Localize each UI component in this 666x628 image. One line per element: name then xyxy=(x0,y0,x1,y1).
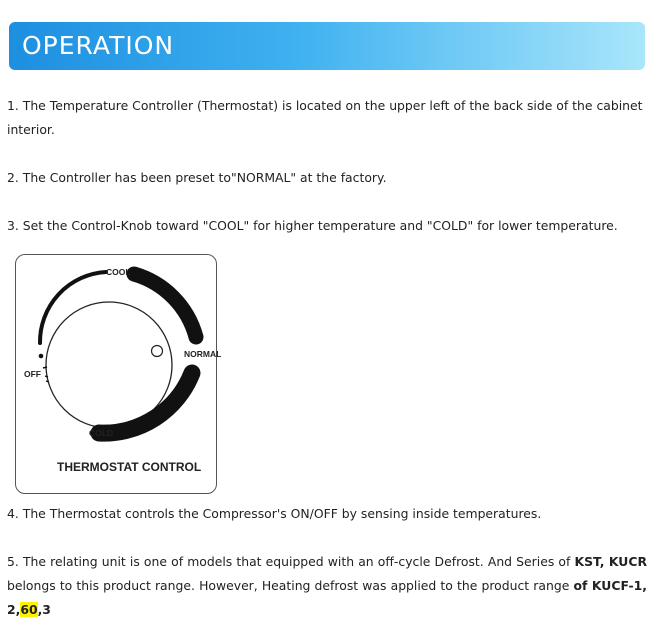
thermostat-control-figure xyxy=(15,254,222,494)
product-range-models: of KUCF-1, 2, xyxy=(7,578,647,617)
cool-scale-arc-thin xyxy=(40,272,106,343)
cold-label: COLD xyxy=(89,428,114,438)
instruction-5-text-b: belongs to this product range. However, Heating defrost was applied to the product range xyxy=(7,578,574,593)
instruction-2: 2. The Controller has been preset to"NORMAL" at the factory. xyxy=(7,170,387,185)
cool-label: COOL xyxy=(106,267,131,277)
thermostat-caption: THERMOSTAT CONTROL xyxy=(57,460,202,474)
instruction-5-text-a: 5. The relating unit is one of models that equipped with an off-cycle Defrost. And Series of xyxy=(7,554,575,569)
instruction-4: 4. The Thermostat controls the Compressor's ON/OFF by sensing inside temperatures. xyxy=(7,506,542,521)
series-names: KST, KUCR xyxy=(574,554,648,569)
section-title: OPERATION xyxy=(22,31,175,60)
instruction-1: 1. The Temperature Controller (Thermostat) is located on the upper left of the back side of the cabinet interior. xyxy=(7,98,643,137)
section-banner xyxy=(9,22,645,70)
instruction-3: 3. Set the Control-Knob toward "COOL" for higher temperature and "COLD" for lower temperature. xyxy=(7,218,618,233)
product-range-models-end: ,3 xyxy=(37,602,51,617)
off-tick xyxy=(43,367,47,368)
off-label: OFF xyxy=(24,369,41,379)
knob-indicator-dot xyxy=(152,346,163,357)
instruction-5 xyxy=(7,550,647,622)
off-dot xyxy=(39,354,44,359)
cool-scale-arc-thick xyxy=(134,274,196,337)
highlighted-model: 60 xyxy=(20,602,38,617)
cold-scale-arc xyxy=(99,373,192,433)
thermostat-dial-diagram xyxy=(16,255,222,493)
normal-label: NORMAL xyxy=(184,349,222,359)
